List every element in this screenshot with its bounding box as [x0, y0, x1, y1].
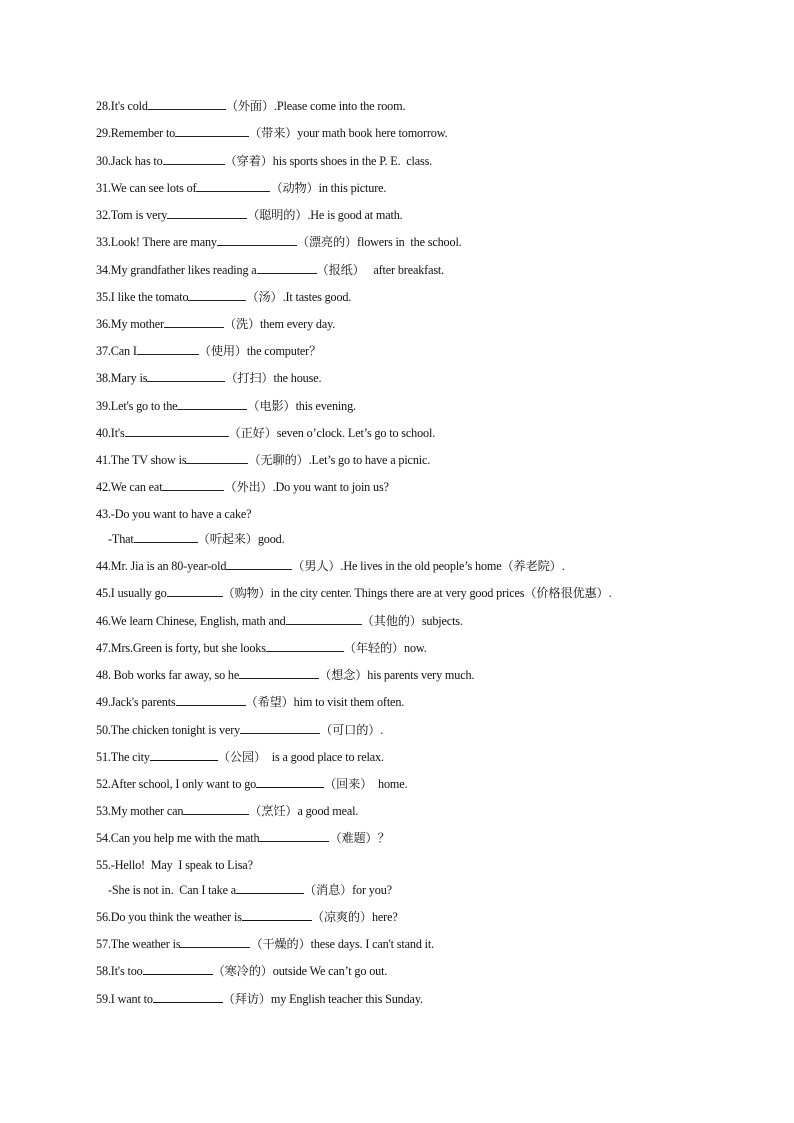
- question-text: 31.We can see lots of: [96, 181, 197, 195]
- question-text: 51.The city: [96, 750, 150, 764]
- question-text: （拜访）my English teacher this Sunday.: [222, 992, 423, 1006]
- question-q55a: [96, 857, 253, 873]
- question-text: （洗）them every day.: [223, 317, 336, 331]
- question-text: 44.Mr. Jia is an 80-year-old: [96, 559, 227, 573]
- question-text: 49.Jack's parents: [96, 695, 176, 709]
- answer-blank[interactable]: [162, 478, 224, 491]
- question-text: 42.We can eat: [96, 480, 163, 494]
- question-text: 57.The weather is: [96, 937, 181, 951]
- question-text: （动物）in this picture.: [270, 181, 387, 195]
- question-q54: [96, 829, 390, 846]
- question-q38: [96, 369, 321, 386]
- question-text: 35.I like the tomato: [96, 290, 189, 304]
- question-text: 55.-Hello! May I speak to Lisa?: [96, 858, 253, 872]
- question-text: （公园） is a good place to relax.: [217, 750, 384, 764]
- answer-blank[interactable]: [188, 288, 246, 301]
- question-text: -That: [108, 532, 134, 546]
- question-text: 47.Mrs.Green is forty, but she looks: [96, 641, 266, 655]
- answer-blank[interactable]: [175, 124, 249, 137]
- question-q46: [96, 612, 463, 629]
- answer-blank[interactable]: [256, 775, 324, 788]
- question-text: 32.Tom is very: [96, 208, 168, 222]
- question-q52: [96, 775, 407, 792]
- question-text: （其他的）subjects.: [361, 614, 463, 628]
- question-text: （听起来）good.: [197, 532, 285, 546]
- question-text: （穿着）his sports shoes in the P. E. class.: [224, 154, 433, 168]
- question-q41: [96, 451, 430, 468]
- question-text: -She is not in. Can I take a: [108, 883, 236, 897]
- question-text: （回来） home.: [324, 777, 408, 791]
- question-text: 54.Can you help me with the math: [96, 831, 260, 845]
- question-q58: [96, 962, 387, 979]
- answer-blank[interactable]: [163, 152, 225, 165]
- question-q36: [96, 315, 335, 332]
- answer-blank[interactable]: [177, 397, 247, 410]
- question-q47: [96, 639, 427, 656]
- question-q42: [96, 478, 389, 495]
- answer-blank[interactable]: [137, 342, 199, 355]
- answer-blank[interactable]: [236, 881, 304, 894]
- question-q49: [96, 693, 404, 710]
- answer-blank[interactable]: [167, 206, 247, 219]
- answer-blank[interactable]: [259, 829, 329, 842]
- question-q30: [96, 152, 432, 169]
- question-text: （无聊的）.Let’s go to have a picnic.: [248, 453, 431, 467]
- question-q40: [96, 424, 435, 441]
- question-q29: [96, 124, 448, 141]
- question-text: （报纸） after breakfast.: [316, 263, 445, 277]
- question-text: 41.The TV show is: [96, 453, 187, 467]
- answer-blank[interactable]: [153, 990, 223, 1003]
- question-text: 40.It's: [96, 426, 125, 440]
- answer-blank[interactable]: [176, 693, 246, 706]
- question-text: （想念）his parents very much.: [319, 668, 475, 682]
- question-text: （男人）.He lives in the old people’s home（养老院）.: [292, 559, 565, 573]
- question-text: （购物）in the city center. Things there are at very good prices（价格很优惠）.: [222, 586, 612, 600]
- question-text: （寒冷的）outside We can’t go out.: [212, 964, 388, 978]
- answer-blank[interactable]: [196, 179, 270, 192]
- question-q34: [96, 261, 444, 278]
- question-q28: [96, 97, 405, 114]
- question-q50: [96, 721, 383, 738]
- answer-blank[interactable]: [242, 908, 312, 921]
- answer-blank[interactable]: [125, 424, 229, 437]
- question-q59: [96, 990, 423, 1007]
- question-text: 56.Do you think the weather is: [96, 910, 242, 924]
- question-text: 39.Let's go to the: [96, 399, 178, 413]
- question-text: （外出）.Do you want to join us?: [224, 480, 389, 494]
- question-text: （使用）the computer？: [198, 344, 322, 358]
- question-text: （消息）for you?: [304, 883, 392, 897]
- question-text: 37.Can I: [96, 344, 137, 358]
- question-text: （可口的）.: [320, 723, 384, 737]
- question-q57: [96, 935, 434, 952]
- answer-blank[interactable]: [150, 748, 218, 761]
- question-text: （外面）.Please come into the room.: [225, 99, 406, 113]
- question-q48: [96, 666, 474, 683]
- question-text: （打扫）the house.: [225, 371, 322, 385]
- question-text: 58.It's too: [96, 964, 143, 978]
- question-text: 30.Jack has to: [96, 154, 163, 168]
- question-q55b: [108, 881, 392, 898]
- question-text: 33.Look! There are many: [96, 235, 217, 249]
- question-text: 43.-Do you want to have a cake?: [96, 507, 252, 521]
- answer-blank[interactable]: [148, 97, 226, 110]
- answer-blank[interactable]: [240, 721, 320, 734]
- question-text: 28.It's cold: [96, 99, 148, 113]
- answer-blank[interactable]: [239, 666, 319, 679]
- question-q31: [96, 179, 386, 196]
- question-text: 45.I usually go: [96, 586, 167, 600]
- question-text: 53.My mother can: [96, 804, 184, 818]
- question-q43a: [96, 506, 251, 522]
- answer-blank[interactable]: [183, 802, 249, 815]
- answer-blank[interactable]: [286, 612, 362, 625]
- question-q32: [96, 206, 403, 223]
- question-text: 38.Mary is: [96, 371, 148, 385]
- question-text: 48. Bob works far away, so he: [96, 668, 240, 682]
- answer-blank[interactable]: [226, 557, 292, 570]
- answer-blank[interactable]: [167, 584, 223, 597]
- question-q43b: [108, 530, 285, 547]
- question-text: （电影）this evening.: [247, 399, 356, 413]
- question-text: 34.My grandfather likes reading a: [96, 263, 257, 277]
- question-q45: [96, 584, 612, 601]
- question-q33: [96, 233, 462, 250]
- question-text: （带来）your math book here tomorrow.: [249, 126, 448, 140]
- question-q39: [96, 397, 356, 414]
- answer-blank[interactable]: [217, 233, 297, 246]
- question-text: （希望）him to visit them often.: [245, 695, 405, 709]
- question-q56: [96, 908, 398, 925]
- question-text: （漂亮的）flowers in the school.: [296, 235, 462, 249]
- answer-blank[interactable]: [147, 369, 225, 382]
- question-q37: [96, 342, 321, 359]
- question-text: （年轻的）now.: [343, 641, 427, 655]
- question-q44: [96, 557, 565, 574]
- question-text: （难题）？: [329, 831, 390, 845]
- question-text: （烹饪）a good meal.: [249, 804, 359, 818]
- answer-blank[interactable]: [186, 451, 248, 464]
- question-text: （正好）seven o’clock. Let’s go to school.: [228, 426, 436, 440]
- question-text: 46.We learn Chinese, English, math and: [96, 614, 286, 628]
- answer-blank[interactable]: [180, 935, 250, 948]
- answer-blank[interactable]: [257, 261, 317, 274]
- question-text: （聪明的）.He is good at math.: [247, 208, 403, 222]
- question-text: （凉爽的）here?: [311, 910, 398, 924]
- answer-blank[interactable]: [134, 530, 198, 543]
- answer-blank[interactable]: [143, 962, 213, 975]
- question-text: 29.Remember to: [96, 126, 176, 140]
- question-text: （汤）.It tastes good.: [246, 290, 352, 304]
- question-q53: [96, 802, 358, 819]
- answer-blank[interactable]: [266, 639, 344, 652]
- question-text: 36.My mother: [96, 317, 164, 331]
- question-text: （干燥的）these days. I can't stand it.: [250, 937, 435, 951]
- question-text: 50.The chicken tonight is very: [96, 723, 241, 737]
- answer-blank[interactable]: [164, 315, 224, 328]
- question-q51: [96, 748, 384, 765]
- question-text: 59.I want to: [96, 992, 153, 1006]
- question-q35: [96, 288, 351, 305]
- question-text: 52.After school, I only want to go: [96, 777, 257, 791]
